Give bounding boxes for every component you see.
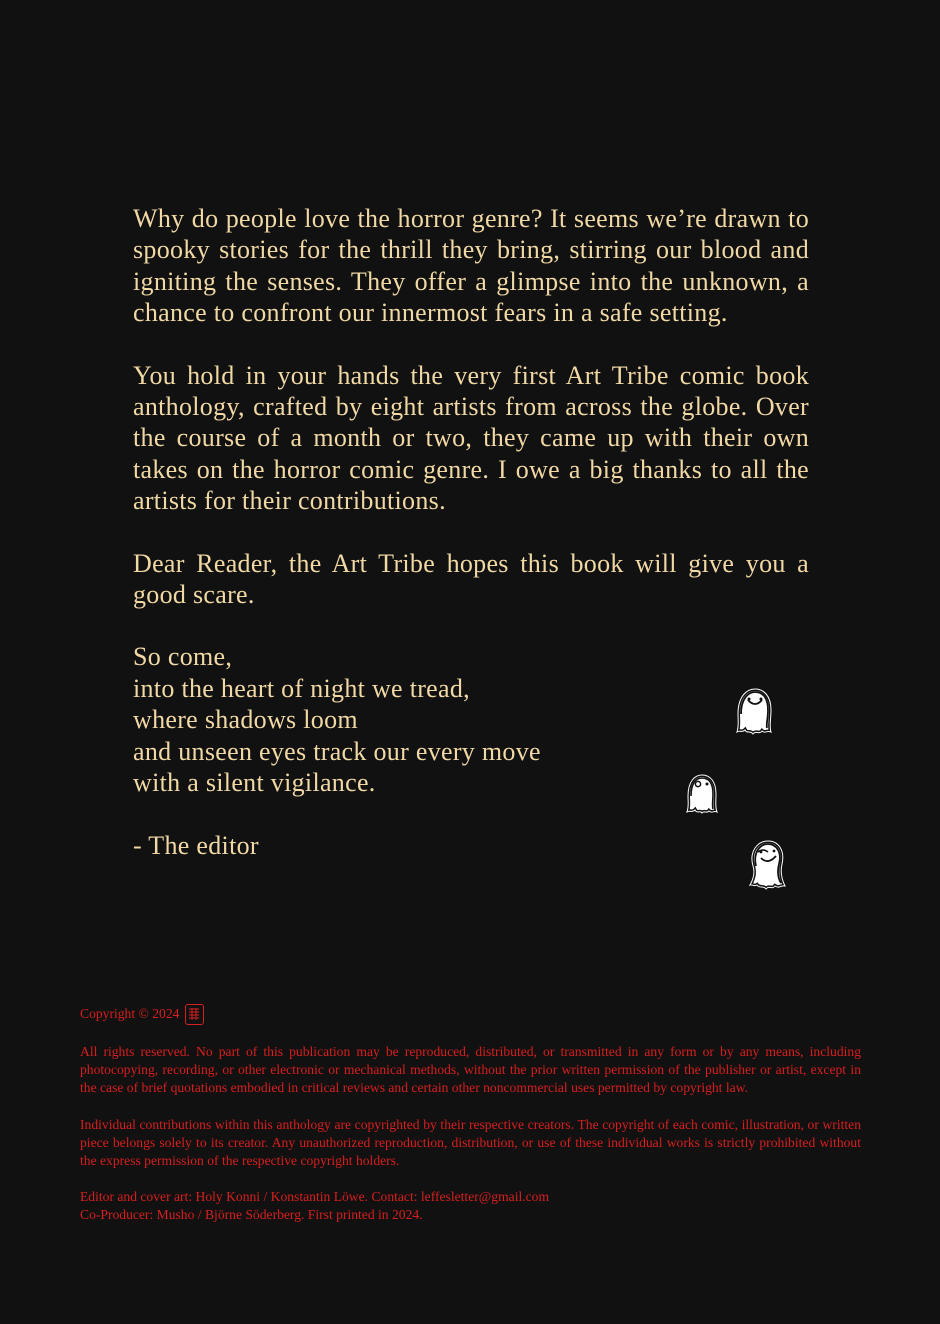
ghost-icon	[733, 686, 775, 738]
legal-notice	[80, 1004, 861, 1243]
poem-line: where shadows loom	[133, 705, 358, 735]
ghost-icon	[684, 772, 720, 816]
contributions-paragraph: Individual contributions within this anthology are copyrighted by their respective creators. The copyright of each comic, illustration, or written piece belongs solely to its creator. Any unauthorized reproduction, distribution, or use of these individual works is strictly prohibited without the express permission of the respective copyright holders.	[80, 1116, 861, 1169]
intro-text	[133, 203, 809, 861]
credits-line: Co-Producer: Musho / Björne Söderberg. First printed in 2024.	[80, 1207, 423, 1223]
poem-line: with a silent vigilance.	[133, 768, 376, 798]
copyright-line	[80, 1004, 861, 1025]
rights-paragraph: All rights reserved. No part of this publication may be reproduced, distributed, or transmitted in any form or by any means, including photocopying, recording, or other electronic or mechanical methods, without the prior written permission of the publisher or artist, except in the case of brief quotations embodied in critical reviews and certain other noncommercial uses permitted by copyright law.	[80, 1044, 861, 1096]
credits-line: Editor and cover art: Holy Konni / Konstantin Löwe. Contact: leffesletter@gmail.com	[80, 1189, 550, 1205]
poem-line: So come,	[133, 642, 233, 672]
intro-paragraph: Why do people love the horror genre? It seems we’re drawn to spooky stories for the thrill they bring, stirring our blood and igniting the senses. They offer a glimpse into the unknown, a chance to confront our innermost fears in a safe setting.	[133, 204, 809, 328]
intro-paragraph: You hold in your hands the very first Art Tribe comic book anthology, crafted by eight artists from across the globe. Over the course of a month or two, they came up with their own takes on the horror comic genre. I owe a big thanks to all the artists for their contributions.	[133, 360, 809, 516]
credits	[80, 1188, 861, 1224]
art-tribe-seal-icon	[185, 1004, 204, 1025]
intro-paragraph: Dear Reader, the Art Tribe hopes this book will give you a good scare.	[133, 548, 809, 610]
ghost-icon	[744, 838, 788, 892]
copyright-text: Copyright © 2024	[80, 1006, 180, 1022]
signature: - The editor	[133, 830, 259, 860]
poem-line: and unseen eyes track our every move	[133, 736, 541, 766]
poem-line: into the heart of night we tread,	[133, 673, 470, 703]
